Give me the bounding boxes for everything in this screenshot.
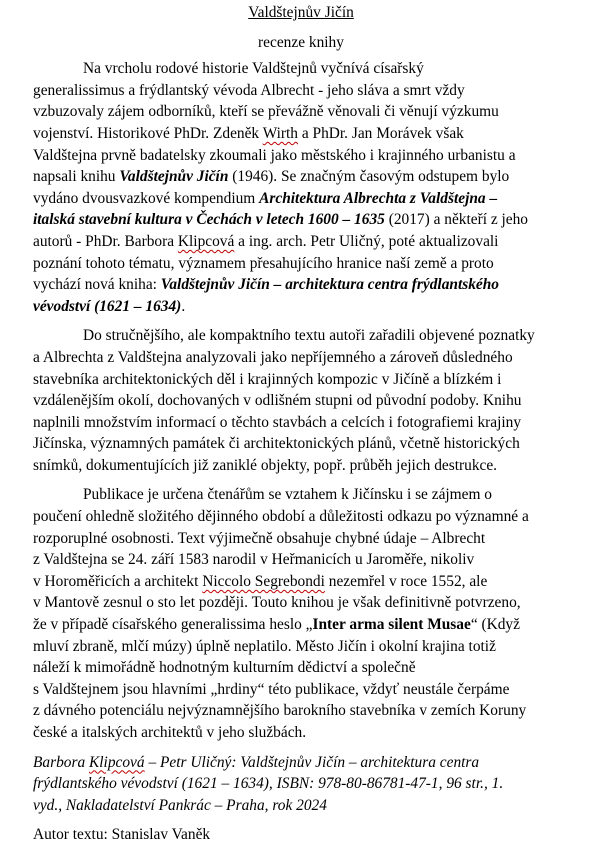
paragraph-line: vydáno dvousvazkové kompendium Architektura Albrechta z Valdštejna – — [33, 189, 498, 207]
paragraph-line: vojenství. Historikové PhDr. Zdeněk Wirth a PhDr. Jan Morávek však — [33, 124, 464, 142]
paragraph-line: vévodství (1621 – 1634). — [33, 297, 186, 315]
citation-line: Barbora Klipcová – Petr Uličný: Valdštejnův Jičín – architektura centra — [33, 753, 480, 771]
formatted-text: Wirth — [262, 124, 298, 142]
paragraph-line: vzbuzovaly zájem odborníků, kteří se převážně věnovali či věnují výzkumu — [33, 103, 499, 121]
paragraph-1 — [33, 58, 569, 317]
paragraph-line: vzdálenějším okolí, dochovaných v odlišném stupni od původní podoby. Knihu — [33, 392, 522, 410]
paragraph-line: naplnili množstvím informací o těchto stavbách a celcích i fotografiemi krajiny — [33, 413, 522, 431]
paragraph-line: z dávného potenciálu nejvýznamnějšího barokního stavebníka v zemích Koruny — [33, 702, 527, 720]
paragraph-line: Jičínska, významných památek či architektonických plánů, včetně historických — [33, 435, 520, 453]
paragraph-line: české a italských architektů v jeho službách. — [33, 724, 307, 741]
formatted-text: Klipcová — [177, 232, 235, 250]
paragraph-line: rozporuplné osobnosti. Text výjimečně obsahuje chybné údaje – Albrecht — [33, 529, 486, 547]
paragraph-line: Valdštejna prvně badatelsky zkoumali jako městského i krajinného urbanistu a — [33, 146, 516, 164]
formatted-text: Valdštejnův Jičín – architektura centra frýdlantského — [160, 276, 499, 294]
paragraph-line: náleží k mimořádně hodnotným kulturním dědictví a společně — [33, 659, 416, 677]
paragraph-line: z Valdštejna se 24. září 1583 narodil v Heřmanicích u Jaroměře, nikoliv — [33, 551, 475, 569]
paragraph-line: italská stavební kultura v Čechách v letech 1600 – 1635 (2017) a někteří z jeho — [33, 211, 529, 229]
paragraph-line: stavebníka architektonických děl i krajinných kompozic v Jičíně a blízkém i — [33, 370, 502, 388]
paragraph-line: v Horoměřicích a architekt Niccolo Segrebondi nezemřel v roce 1552, ale — [33, 572, 488, 590]
paragraph-2 — [33, 325, 569, 476]
paragraph-line: mluví zbraně, mlčí múzy) úplně neplatilo. Město Jičín i okolní krajina totiž — [33, 637, 496, 655]
paragraph-line: s Valdštejnem jsou hlavními „hrdiny“ této publikace, vždyť neustále čerpáme — [33, 680, 510, 698]
formatted-text: italská stavební kultura v Čechách v letech 1600 – 1635 — [33, 211, 385, 229]
paragraph-line: Publikace je určena čtenářům se vztahem k Jičínsku i se zájmem o — [83, 486, 492, 504]
citation-line: frýdlantského vévodství (1621 – 1634), ISBN: 978-80-86781-47-1, 96 str., 1. — [33, 775, 504, 793]
paragraph-line: že v případě císařského generalissima heslo „Inter arma silent Musae“ (Když — [33, 616, 520, 634]
document-title: Valdštejnův Jičín — [248, 4, 354, 21]
paragraph-line: generalissimus a frýdlantský vévoda Albrecht - jeho sláva a smrt vždy — [33, 81, 465, 99]
formatted-text: Inter arma silent Musae — [312, 616, 471, 634]
paragraph-3 — [33, 484, 569, 743]
paragraph-line: autorů - PhDr. Barbora Klipcová a ing. arch. Petr Uličný, poté aktualizovali — [33, 232, 499, 250]
paragraph-line: napsali knihu Valdštejnův Jičín (1946). Se značným časovým odstupem bylo — [33, 168, 510, 186]
paragraph-line: poznání tohoto tématu, významem přesahujícího hranice naší země a proto — [33, 254, 494, 272]
book-citation — [33, 752, 569, 817]
formatted-text: Klipcová — [89, 753, 145, 771]
formatted-text: Niccolo Segrebondi — [202, 572, 325, 590]
paragraph-line: Na vrcholu rodové historie Valdštejnů vyčnívá císařský — [83, 60, 424, 78]
formatted-text: vévodství (1621 – 1634) — [33, 297, 182, 315]
formatted-text: Architektura Albrechta z Valdštejna – — [259, 189, 498, 207]
paragraph-line: v Mantově zesnul o sto let později. Touto knihou je však definitivně potvrzeno, — [33, 594, 521, 612]
paragraph-line: poučení ohledně složitého dějinného období a důležitosti odkazu po významné a — [33, 508, 529, 526]
paragraph-line: snímků, dokumentujících již zaniklé objekty, popř. průběh jejich destrukce. — [33, 456, 498, 474]
formatted-text: Valdštejnův Jičín — [119, 168, 229, 186]
paragraph-line: a Albrechta z Valdštejna analyzovali jako nepříjemného a zároveň důsledného — [33, 348, 513, 366]
paragraph-line: Do stručnějšího, ale kompaktního textu autoři zařadili objevené poznatky — [83, 327, 535, 345]
citation-line: vyd., Nakladatelství Pankrác – Praha, rok 2024 — [33, 796, 327, 814]
document-subtitle: recenze knihy — [258, 33, 344, 51]
author-credit: Autor textu: Stanislav Vaněk — [33, 826, 211, 844]
paragraph-line: vychází nová kniha: Valdštejnův Jičín – architektura centra frýdlantského — [33, 276, 499, 294]
